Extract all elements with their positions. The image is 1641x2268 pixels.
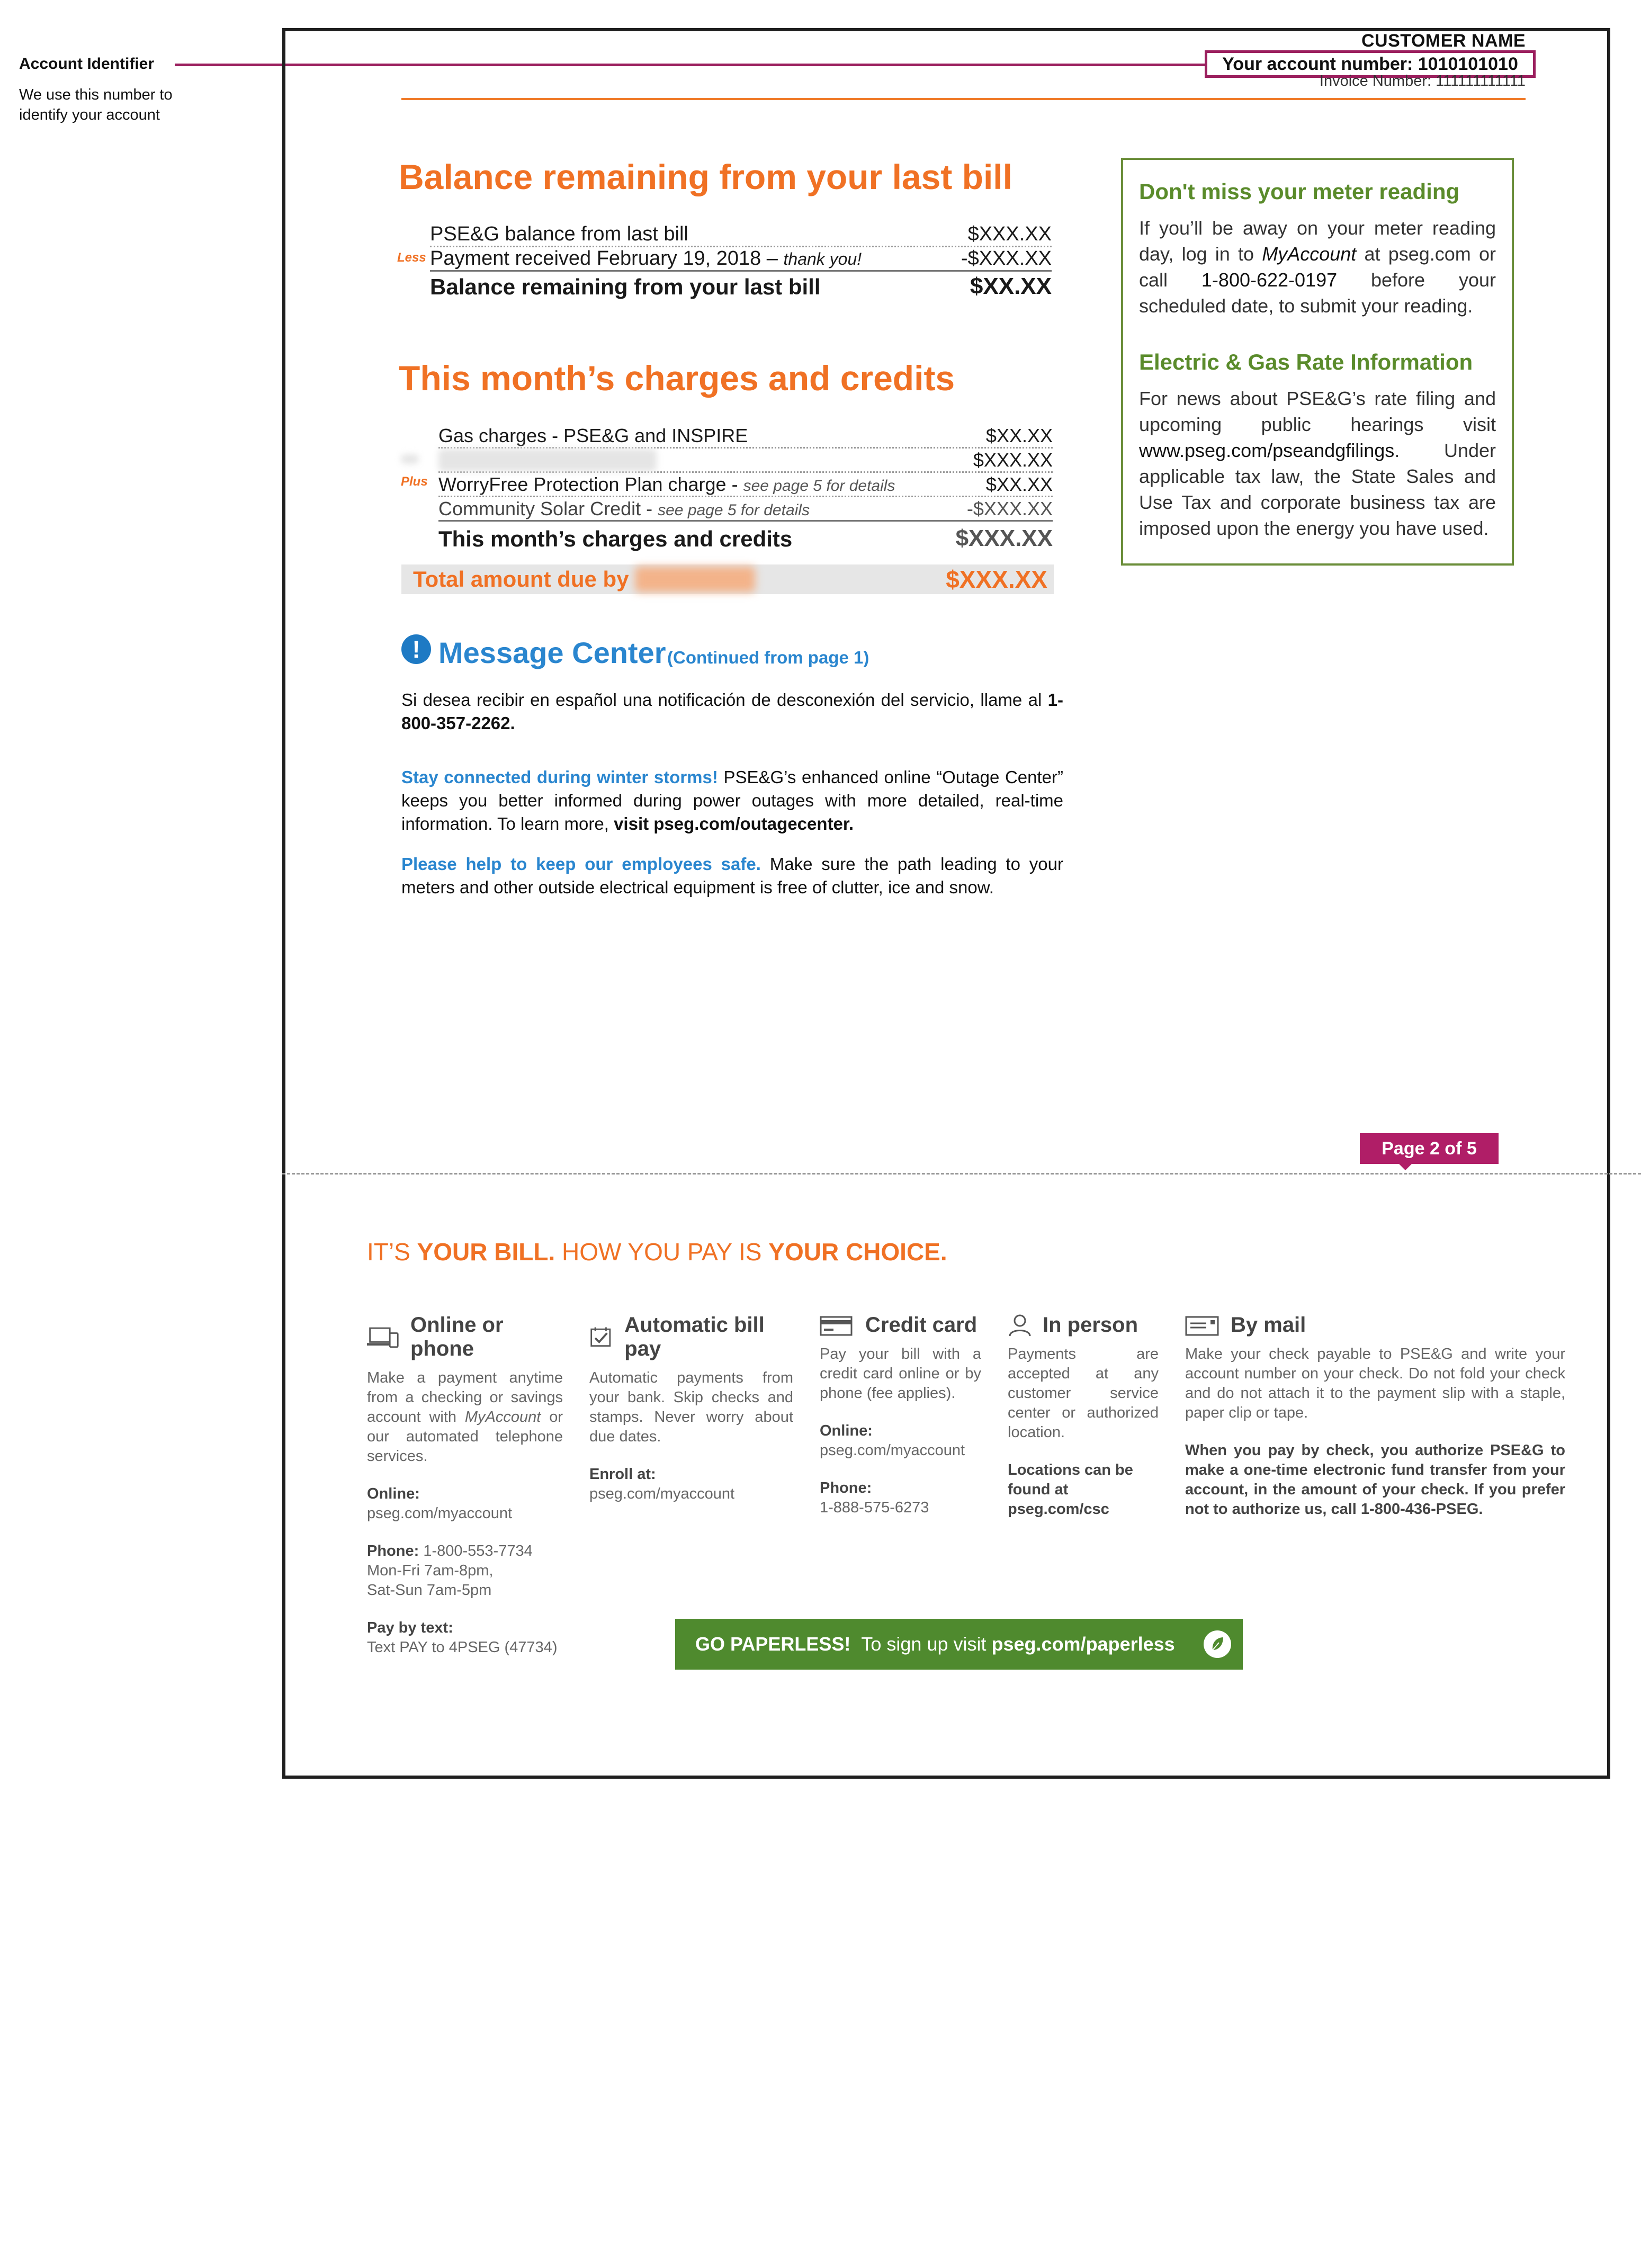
pay-option-heading: In person (1043, 1313, 1138, 1337)
total-due-label: Total amount due by (413, 567, 755, 592)
charge-row-worryfree (438, 472, 1053, 497)
invoice-number: Invoice Number: 111111111111 (1319, 73, 1526, 89)
charge-amount: -$XXX.XX (966, 498, 1053, 519)
pay-option-heading: Automatic bill pay (624, 1313, 765, 1360)
rate-info-heading: Electric & Gas Rate Information (1139, 349, 1473, 374)
myaccount-link[interactable]: pseg.com/myaccount (367, 1505, 513, 1522)
enroll-link[interactable]: pseg.com/myaccount (589, 1485, 735, 1502)
text-pay-info: Pay by text: Text PAY to 4PSEG (47734) (367, 1619, 558, 1656)
charge-label: WorryFree Protection Plan charge - see page 5 for details (438, 473, 895, 495)
balance-row-payment (430, 247, 1052, 272)
pay-option-automatic (589, 1313, 793, 1522)
pay-option-text: Pay your bill with a credit card online or by phone (fee applies). (820, 1346, 981, 1402)
message-center-title: Message Center (438, 636, 666, 669)
paperless-link[interactable]: pseg.com/paperless (991, 1633, 1175, 1655)
pay-option-text: Make a payment anytime from a checking or savings account with MyAccount or our automated telephone services. (367, 1369, 563, 1465)
alert-icon: ! (401, 634, 431, 664)
pay-option-online (367, 1313, 563, 1675)
credit-card-icon (820, 1314, 855, 1337)
balance-total-amount: $XX.XX (970, 273, 1052, 299)
phone-info: Phone: 1-800-553-7734 Mon-Fri 7am-8pm, Sat-Sun 7am-5pm (367, 1543, 533, 1599)
pay-option-heading: Online or phone (410, 1313, 504, 1360)
message-employee-safety: Please help to keep our employees safe. Make sure the path leading to your meters and other outside electrical equipment is free of clutter, ice and snow. (401, 854, 1063, 897)
paperless-banner[interactable] (675, 1619, 1243, 1670)
pay-option-heading: Credit card (865, 1313, 978, 1337)
message-winter-storms: Stay connected during winter storms! PSE&G’s enhanced online “Outage Center” keeps you better informed during power outages with more detailed, real-time information. To learn more, visit pseg.com/outagecenter. (401, 767, 1063, 833)
total-due-bar (401, 564, 1054, 594)
header-rule (401, 98, 1526, 100)
charge-amount: $XX.XX (985, 473, 1053, 495)
charge-amount: $XX.XX (985, 425, 1053, 446)
blurred-prefix (401, 450, 419, 465)
paperless-text: To sign up visit pseg.com/paperless (861, 1633, 1175, 1655)
total-due-date (635, 567, 755, 592)
charge-row-solar (438, 497, 1053, 522)
page-indicator: Page 2 of 5 (1360, 1133, 1499, 1164)
myaccount-link[interactable]: pseg.com/myaccount (820, 1442, 965, 1459)
leaf-icon (1204, 1630, 1231, 1658)
calendar-check-icon (589, 1325, 614, 1349)
charges-total-amount: $XXX.XX (955, 525, 1053, 551)
enroll-info: Enroll at: pseg.com/myaccount (589, 1466, 735, 1502)
charge-label: Community Solar Credit - see page 5 for details (438, 498, 810, 519)
annotation-title: Account Identifier (19, 55, 155, 73)
charge-label: Gas charges - PSE&G and INSPIRE (438, 425, 748, 446)
check-authorization-text: When you pay by check, you authorize PSE&G to make a one-time electronic fund transfer from your account, in the amount of your check. If you prefer not to authorize us, call 1-800-436-PSEG. (1185, 1442, 1565, 1518)
phone-info: Phone: 1-888-575-6273 (820, 1480, 929, 1516)
pay-option-credit-card (820, 1313, 981, 1536)
balance-title: Balance remaining from your last bill (399, 157, 1012, 196)
balance-row-label: Payment received February 19, 2018 – thank you! (430, 247, 862, 270)
pay-option-mail (1185, 1313, 1565, 1537)
charge-row-gas (438, 424, 1053, 449)
tear-line (282, 1173, 1641, 1175)
paperless-lead: GO PAPERLESS! (695, 1633, 851, 1655)
customer-name: CUSTOMER NAME (1361, 31, 1526, 51)
charge-row-electric (438, 448, 1053, 473)
charge-label (438, 449, 657, 471)
pay-option-text: Make your check payable to PSE&G and write your account number on your check. Do not fold your check and do not attach it to the payment slip with a staple, paper clip or tape. (1185, 1346, 1565, 1421)
rate-info-text: For news about PSE&G’s rate filing and upcoming public hearings visit www.pseg.com/pseandgfilings. Under applicable tax law, the State Sales and Use Tax and corporate business tax are imposed upon the energy you have used. (1139, 388, 1496, 539)
computer-phone-icon (367, 1325, 400, 1349)
pay-option-text: Payments are accepted at any customer service center or authorized location. (1008, 1346, 1159, 1441)
outage-center-link[interactable]: visit pseg.com/outagecenter. (614, 814, 854, 833)
less-prefix: Less (397, 250, 426, 265)
charges-total-label: This month’s charges and credits (438, 526, 793, 551)
message-center-continued: (Continued from page 1) (667, 648, 869, 667)
balance-row-amount: $XXX.XX (967, 223, 1052, 245)
balance-row-amount: -$XXX.XX (961, 247, 1052, 270)
pay-option-heading: By mail (1231, 1313, 1306, 1337)
charges-title: This month’s charges and credits (399, 358, 955, 398)
total-due-amount: $XXX.XX (946, 566, 1047, 593)
balance-row-last-bill (430, 222, 1052, 247)
charges-total-row (438, 522, 1053, 552)
balance-total-label: Balance remaining from your last bill (430, 274, 821, 299)
balance-row-label: PSE&G balance from last bill (430, 223, 688, 245)
info-sidebar (1121, 158, 1514, 566)
meter-reading-heading: Don't miss your meter reading (1139, 179, 1460, 204)
filings-link[interactable]: www.pseg.com/pseandgfilings (1139, 440, 1395, 461)
balance-total-row (430, 272, 1052, 300)
meter-reading-text: If you’ll be away on your meter reading day, log in to MyAccount at pseg.com or call 1-800-622-0197 before your scheduled date, to submit your reading. (1139, 217, 1496, 317)
message-spanish: Si desea recibir en español una notificación de desconexión del servicio, llame al 1-800-357-2262. (401, 690, 1063, 733)
envelope-icon (1185, 1314, 1220, 1337)
annotation-text: We use this number to identify your account (19, 86, 173, 123)
charge-amount: $XXX.XX (973, 449, 1053, 471)
person-icon (1008, 1314, 1032, 1337)
online-info: Online: pseg.com/myaccount (820, 1422, 965, 1459)
online-info: Online: pseg.com/myaccount (367, 1485, 513, 1522)
plus-prefix: Plus (401, 474, 428, 489)
pay-option-in-person (1008, 1313, 1159, 1537)
page-indicator-notch (1398, 1163, 1413, 1170)
pay-option-text: Automatic payments from your bank. Skip checks and stamps. Never worry about due dates. (589, 1369, 793, 1445)
locations-info: Locations can be found at pseg.com/csc (1008, 1462, 1133, 1518)
pay-section-title: IT’S YOUR BILL. HOW YOU PAY IS YOUR CHOICE. (367, 1238, 947, 1266)
account-number: Your account number: 1010101010 (1222, 53, 1518, 74)
